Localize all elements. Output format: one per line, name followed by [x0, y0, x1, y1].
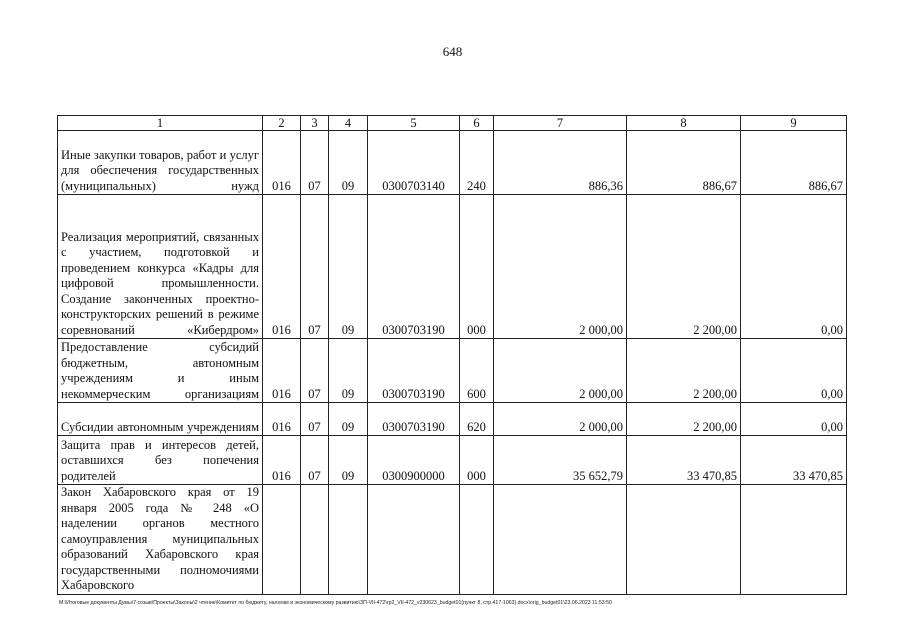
cell-ministry [263, 485, 301, 595]
cell-amount-9: 886,67 [741, 131, 847, 195]
cell-target-article: 0300703190 [368, 339, 460, 403]
cell-target-article: 0300900000 [368, 436, 460, 485]
table-row [58, 339, 847, 403]
cell-amount-7: 886,36 [494, 131, 627, 195]
cell-amount-9: 0,00 [741, 195, 847, 339]
column-header: 2 [263, 116, 301, 131]
cell-target-article: 0300703190 [368, 195, 460, 339]
cell-amount-8: 886,67 [627, 131, 741, 195]
cell-amount-7: 2 000,00 [494, 195, 627, 339]
cell-expense-type: 000 [460, 436, 494, 485]
column-header: 4 [329, 116, 368, 131]
cell-expense-type [460, 485, 494, 595]
column-header: 5 [368, 116, 460, 131]
cell-ministry: 016 [263, 403, 301, 436]
cell-target-article: 0300703140 [368, 131, 460, 195]
column-header: 1 [58, 116, 263, 131]
cell-amount-9: 0,00 [741, 339, 847, 403]
table-row [58, 436, 847, 485]
cell-subsection: 09 [329, 131, 368, 195]
row-name: Реализация мероприятий, связанных с участием, подготовкой и проведением конкурса «Кадры для цифровой промышленности. Создание законченных проектно-конструкторских решений в режиме соревнований «Кибердром» [58, 195, 263, 339]
cell-subsection: 09 [329, 195, 368, 339]
cell-expense-type: 600 [460, 339, 494, 403]
row-name: Закон Хабаровского края от 19 января 2005 года № 248 «О наделении органов местного самоуправления муниципальных образований Хабаровского края государственными полномочиями Хабаровского [58, 485, 263, 595]
cell-amount-8: 2 200,00 [627, 195, 741, 339]
row-name: Защита прав и интересов детей, оставшихся без попечения родителей [58, 436, 263, 485]
cell-amount-9 [741, 485, 847, 595]
cell-ministry: 016 [263, 339, 301, 403]
cell-section: 07 [301, 131, 329, 195]
table-row [58, 485, 847, 595]
cell-expense-type: 240 [460, 131, 494, 195]
column-header: 9 [741, 116, 847, 131]
cell-amount-8: 2 200,00 [627, 403, 741, 436]
cell-amount-8: 2 200,00 [627, 339, 741, 403]
table-row [58, 131, 847, 195]
column-header: 7 [494, 116, 627, 131]
document-path-footer: M:\Итоговые документы Думы\7 созыв\Проекты\Законы\2 чтение\Комитет по бюджету, налогам и экономическому развитию\ЗП-VII-472\гр2_VII-472_v230623_budget01(пункт 8, стр.417-1063).docx\orig_budget01\23.06.2023 11:53:50 [59, 600, 612, 606]
cell-target-article [368, 485, 460, 595]
cell-expense-type: 620 [460, 403, 494, 436]
cell-subsection: 09 [329, 339, 368, 403]
cell-subsection: 09 [329, 403, 368, 436]
row-name: Иные закупки товаров, работ и услуг для обеспечения государственных (муниципальных) нужд [58, 131, 263, 195]
cell-section: 07 [301, 339, 329, 403]
page-number: 648 [442, 44, 463, 59]
cell-section: 07 [301, 195, 329, 339]
cell-section: 07 [301, 403, 329, 436]
cell-amount-8 [627, 485, 741, 595]
cell-ministry: 016 [263, 436, 301, 485]
cell-subsection [329, 485, 368, 595]
cell-amount-9: 33 470,85 [741, 436, 847, 485]
cell-amount-7 [494, 485, 627, 595]
column-header: 6 [460, 116, 494, 131]
cell-section: 07 [301, 436, 329, 485]
column-header: 3 [301, 116, 329, 131]
cell-expense-type: 000 [460, 195, 494, 339]
cell-amount-7: 2 000,00 [494, 403, 627, 436]
cell-subsection: 09 [329, 436, 368, 485]
table-header-row [58, 116, 847, 131]
cell-amount-7: 2 000,00 [494, 339, 627, 403]
cell-ministry: 016 [263, 131, 301, 195]
row-name: Предоставление субсидий бюджетным, автономным учреждениям и иным некоммерческим организациям [58, 339, 263, 403]
table-row [58, 403, 847, 436]
cell-amount-7: 35 652,79 [494, 436, 627, 485]
cell-section [301, 485, 329, 595]
budget-table [57, 115, 847, 595]
cell-amount-8: 33 470,85 [627, 436, 741, 485]
cell-ministry: 016 [263, 195, 301, 339]
cell-target-article: 0300703190 [368, 403, 460, 436]
row-name: Субсидии автономным учреждениям [58, 403, 263, 436]
table-row [58, 195, 847, 339]
column-header: 8 [627, 116, 741, 131]
cell-amount-9: 0,00 [741, 403, 847, 436]
